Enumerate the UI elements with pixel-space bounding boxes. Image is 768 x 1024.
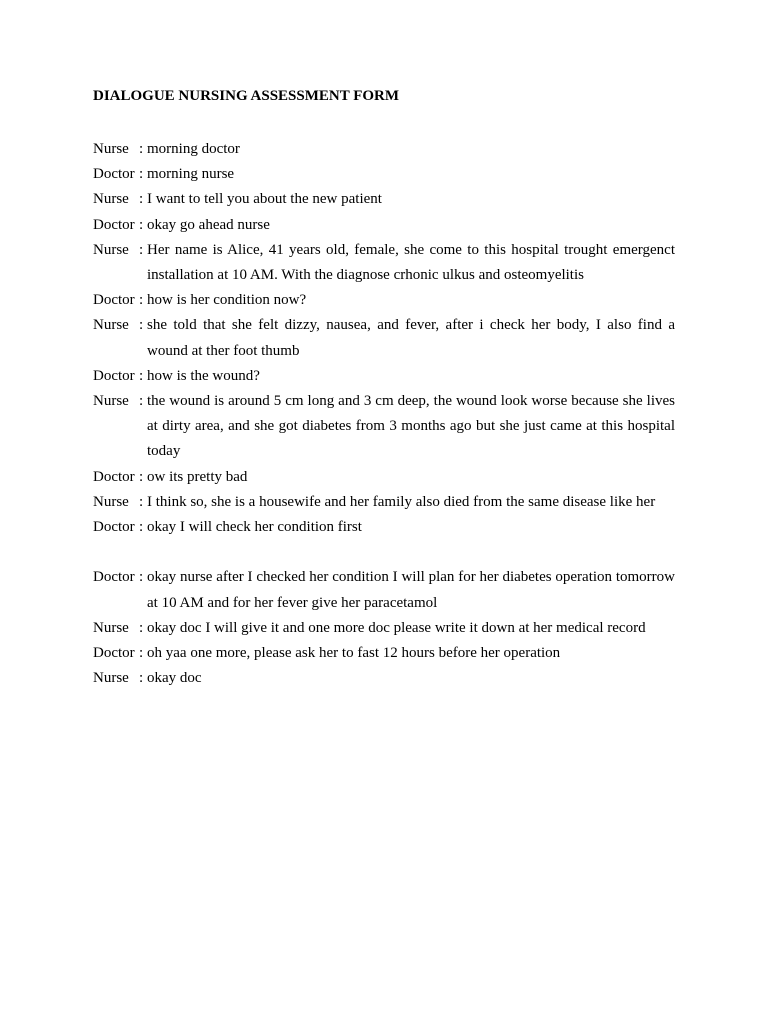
dialogue-text: oh yaa one more, please ask her to fast 12 hours before her operation: [147, 645, 561, 662]
dialogue-text: I think so, she is a housewife and her family also died from the same disease like her: [147, 493, 656, 510]
dialogue-line: [93, 515, 675, 540]
paragraph-gap: [93, 540, 675, 565]
dialogue-text: I want to tell you about the new patient: [147, 191, 382, 208]
speaker-label: Doctor: [93, 468, 135, 485]
separator: :: [139, 670, 144, 687]
speaker-label: Nurse: [93, 317, 129, 334]
dialogue-text: okay doc I will give it and one more doc please write it down at her medical record: [147, 619, 646, 636]
separator: :: [139, 216, 144, 233]
dialogue-line: [93, 616, 675, 641]
speaker-label: Doctor: [93, 166, 135, 183]
dialogue-body: [93, 137, 675, 691]
dialogue-line: [93, 364, 675, 389]
dialogue-text: how is her condition now?: [147, 292, 307, 309]
speaker-label: Nurse: [93, 493, 129, 510]
dialogue-line: [93, 288, 675, 313]
dialogue-text: she told that she felt dizzy, nausea, and fever, after i check her body, I also find a wound at ther foot thumb: [147, 317, 675, 359]
dialogue-text: okay doc: [147, 670, 202, 687]
dialogue-line: [93, 641, 675, 666]
dialogue-line: [93, 213, 675, 238]
separator: :: [139, 141, 144, 157]
dialogue-text: okay nurse after I checked her condition I will plan for her diabetes operation tomorrow at 10 AM and for her fever give her paracetamol: [147, 569, 675, 611]
dialogue-line: [93, 565, 675, 615]
dialogue-line: [93, 137, 675, 162]
separator: :: [139, 619, 144, 636]
separator: :: [139, 468, 144, 485]
speaker-label: Doctor: [93, 645, 135, 662]
dialogue-line: [93, 490, 675, 515]
dialogue-text: okay go ahead nurse: [147, 216, 270, 233]
dialogue-text: morning nurse: [147, 166, 235, 183]
speaker-label: Nurse: [93, 670, 129, 687]
speaker-label: Nurse: [93, 241, 129, 258]
dialogue-text: the wound is around 5 cm long and 3 cm deep, the wound look worse because she lives at dirty area, and she got diabetes from 3 months ago but she just came at this hospital today: [147, 393, 675, 460]
separator: :: [139, 367, 144, 384]
dialogue-line: [93, 238, 675, 288]
speaker-label: Doctor: [93, 216, 135, 233]
dialogue-text: morning doctor: [147, 141, 240, 157]
speaker-label: Nurse: [93, 393, 129, 410]
separator: :: [139, 166, 144, 183]
dialogue-text: how is the wound?: [147, 367, 260, 384]
dialogue-line: [93, 465, 675, 490]
dialogue-line: [93, 162, 675, 187]
dialogue-line: [93, 666, 675, 691]
separator: :: [139, 493, 144, 510]
speaker-label: Doctor: [93, 292, 135, 309]
separator: :: [139, 292, 144, 309]
separator: :: [139, 241, 144, 258]
speaker-label: Nurse: [93, 619, 129, 636]
separator: :: [139, 569, 144, 586]
speaker-label: Doctor: [93, 569, 135, 586]
separator: :: [139, 393, 144, 410]
separator: :: [139, 317, 144, 334]
dialogue-text: okay I will check her condition first: [147, 519, 362, 536]
dialogue-line: [93, 313, 675, 363]
dialogue-line: [93, 389, 675, 465]
speaker-label: Nurse: [93, 191, 129, 208]
separator: :: [139, 645, 144, 662]
dialogue-line: [93, 187, 675, 212]
speaker-label: Doctor: [93, 367, 135, 384]
separator: :: [139, 191, 144, 208]
page-title: DIALOGUE NURSING ASSESSMENT FORM: [93, 88, 400, 104]
speaker-label: Doctor: [93, 519, 135, 536]
separator: :: [139, 519, 144, 536]
dialogue-text: ow its pretty bad: [147, 468, 248, 485]
speaker-label: Nurse: [93, 141, 129, 157]
dialogue-text: Her name is Alice, 41 years old, female, she come to this hospital trought emergenct installation at 10 AM. With the diagnose crhonic ulkus and osteomyelitis: [147, 241, 675, 284]
